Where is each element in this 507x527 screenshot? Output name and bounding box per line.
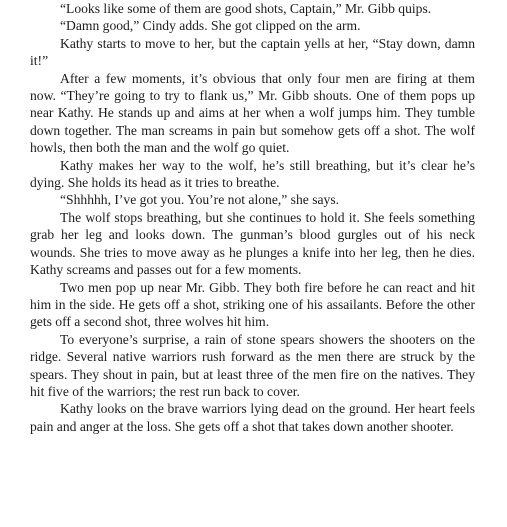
- paragraph: “Looks like some of them are good shots, Captain,” Mr. Gibb quips.: [60, 1, 432, 16]
- paragraph: Two men pop up near Mr. Gibb. They both fire before he can react and hit him in the side. He gets off a shot, striking one of his assailants. Before the other gets off a second shot, three wolves hit him.: [30, 279, 475, 330]
- paragraph: “Damn good,” Cindy adds. She got clipped on the arm.: [60, 18, 361, 34]
- paragraph: The wolf stops breathing, but she continues to hold it. She feels something grab her leg and looks down. The gunman’s blood gurgles out of his neck wounds. She tries to move away as he plunges a knife into her leg, then he dies. Kathy screams and passes out for a few moments.: [30, 209, 475, 278]
- paragraph: Kathy makes her way to the wolf, he’s still breathing, but it’s clear he’s dying. She holds its head as it tries to breathe.: [30, 157, 475, 191]
- paragraph: After a few moments, it’s obvious that only four men are firing at them now. “They’re going to try to flank us,” Mr. Gibb shouts. One of them pops up near Kathy. He stands up and aims at her when a wolf jumps him. They tumble down together. The man screams in pain but somehow gets off a shot. The wolf howls, then both the man and the wolf go quiet.: [30, 70, 475, 156]
- page-body: [30, 0, 475, 435]
- paragraph: Kathy starts to move to her, but the captain yells at her, “Stay down, damn it!”: [30, 35, 475, 69]
- paragraph: To everyone’s surprise, a rain of stone spears showers the shooters on the ridge. Several native warriors rush forward as the men there are struck by the spears. They shout in pain, but at least three of the men fire on the natives. They hit five of the warriors; the rest run back to cover.: [30, 331, 475, 399]
- paragraph: “Shhhhh, I’ve got you. You’re not alone,” she says.: [60, 192, 340, 208]
- paragraph: Kathy looks on the brave warriors lying dead on the ground. Her heart feels pain and anger at the loss. She gets off a shot that takes down another shooter.: [30, 401, 475, 434]
